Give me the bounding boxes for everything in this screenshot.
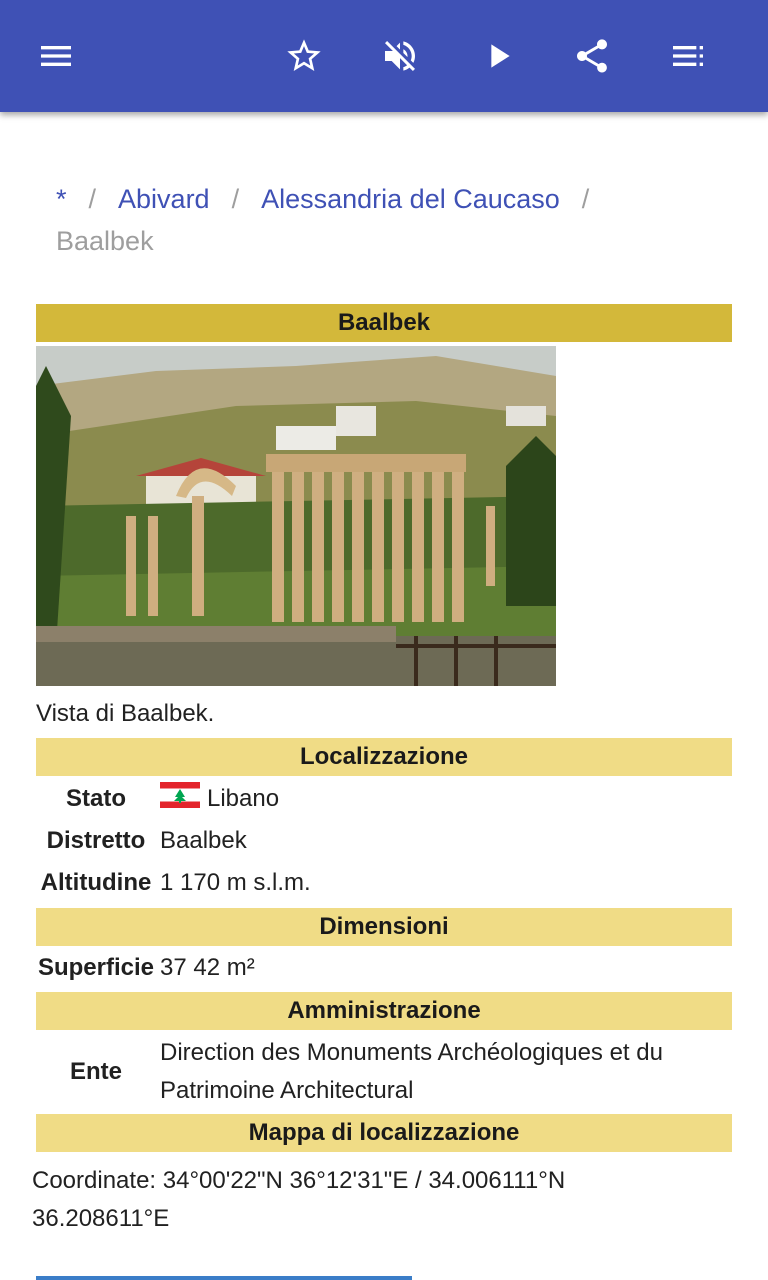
infobox-title: Baalbek (36, 304, 732, 342)
row-stato (36, 778, 732, 820)
section-header-administration: Amministrazione (36, 992, 732, 1030)
row-superficie (36, 946, 732, 992)
map-preview-edge (36, 1276, 412, 1280)
breadcrumb-current: Baalbek (56, 226, 154, 256)
volume-off-icon (380, 36, 420, 76)
contents-button[interactable] (660, 28, 716, 84)
ente-label: Ente (69, 1058, 122, 1085)
playlist-icon (668, 36, 708, 76)
breadcrumb-separator: / (88, 184, 97, 214)
section-header-location: Localizzazione (36, 738, 732, 776)
infobox (36, 304, 732, 1152)
play-button[interactable] (470, 28, 526, 84)
ruins-illustration (36, 346, 556, 686)
breadcrumb-separator: / (231, 184, 240, 214)
mute-button[interactable] (372, 28, 428, 84)
ente-value: Direction des Monuments Archéologiques et du Patrimoine Architectural (160, 1039, 663, 1104)
superficie-label: Superficie (37, 954, 155, 981)
app-toolbar (0, 0, 768, 112)
section-header-dimensions: Dimensioni (36, 908, 732, 946)
baalbek-photo[interactable] (36, 346, 556, 686)
bookmark-button[interactable] (276, 28, 332, 84)
share-icon (572, 36, 612, 76)
star-icon (284, 36, 324, 76)
breadcrumb-link-alessandria[interactable]: Alessandria del Caucaso (261, 184, 560, 214)
lebanon-flag-icon (160, 782, 200, 808)
image-caption: Vista di Baalbek. (36, 700, 215, 727)
coordinates-text[interactable]: Coordinate: 34°00'22"N 36°12'31"E / 34.006111°N 36.208611°E (32, 1167, 566, 1232)
stato-link[interactable]: Libano (207, 785, 280, 812)
distretto-value: Baalbek (160, 827, 247, 854)
stato-value-cell (156, 778, 732, 820)
play-icon (478, 36, 518, 76)
share-button[interactable] (564, 28, 620, 84)
breadcrumb-link-abivard[interactable]: Abivard (118, 184, 210, 214)
stato-label: Stato (66, 785, 126, 812)
row-altitudine (36, 862, 732, 904)
section-header-map: Mappa di localizzazione (36, 1114, 732, 1152)
menu-button[interactable] (28, 28, 84, 84)
distretto-label: Distretto (46, 827, 146, 854)
menu-icon (36, 36, 76, 76)
altitudine-value: 1 170 m s.l.m. (160, 869, 311, 896)
row-ente (36, 1030, 732, 1114)
superficie-value: 37 42 m² (160, 954, 255, 981)
breadcrumb (56, 178, 716, 262)
row-distretto (36, 820, 732, 862)
breadcrumb-separator: / (581, 184, 590, 214)
breadcrumb-link-home[interactable]: * (56, 184, 67, 214)
altitudine-label: Altitudine (40, 869, 152, 896)
